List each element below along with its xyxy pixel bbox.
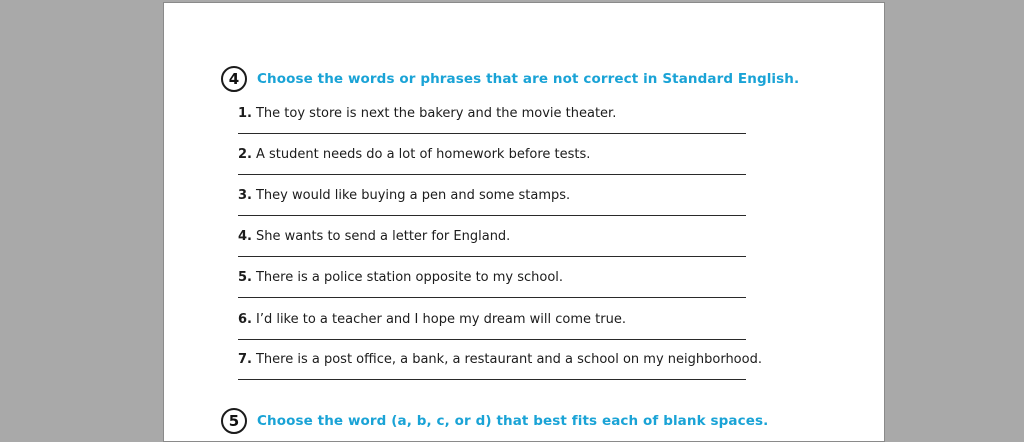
answer-line-6[interactable] [238,339,746,340]
exercise-item-6 [238,312,798,328]
item-6-number: 6. [238,312,252,327]
item-1-number: 1. [238,106,252,121]
answer-line-2[interactable] [238,174,746,175]
worksheet-page [163,2,885,442]
exercise-item-4 [238,229,798,245]
item-3-number: 3. [238,188,252,203]
answer-line-4[interactable] [238,256,746,257]
item-4-text [238,229,798,245]
exercise-item-2 [238,147,798,163]
item-5-number: 5. [238,270,252,285]
section-4-title: Choose the words or phrases that are not correct in Standard English. [257,71,800,87]
item-2-text [238,147,798,163]
item-7-sentence: There is a post office, a bank, a restaurant and a school on my neighborhood. [255,352,762,367]
item-2-number: 2. [238,147,252,162]
item-2-sentence: A student needs do a lot of homework before tests. [255,147,591,162]
item-3-sentence: They would like buying a pen and some stamps. [255,188,571,203]
exercise-item-5 [238,270,798,286]
item-6-text [238,312,798,328]
item-1-sentence: The toy store is next the bakery and the movie theater. [255,106,617,121]
item-4-number: 4. [238,229,252,244]
exercise-item-1 [238,106,798,122]
item-4-sentence: She wants to send a letter for England. [255,229,511,244]
section-4-number: 4 [221,66,247,92]
item-6-sentence: I’d like to a teacher and I hope my dream will come true. [255,312,626,327]
exercise-item-7 [238,352,798,368]
item-7-number: 7. [238,352,252,367]
answer-line-7[interactable] [238,379,746,380]
item-5-text [238,270,798,286]
section-5-number: 5 [221,408,247,434]
exercise-item-3 [238,188,798,204]
item-1-text [238,106,798,122]
section-5-title: Choose the word (a, b, c, or d) that best fits each of blank spaces. [257,413,769,429]
section-5-heading [221,408,768,434]
item-5-sentence: There is a police station opposite to my school. [255,270,564,285]
item-3-text [238,188,798,204]
section-4-heading [221,66,799,92]
item-7-text [238,352,798,368]
answer-line-5[interactable] [238,297,746,298]
answer-line-1[interactable] [238,133,746,134]
answer-line-3[interactable] [238,215,746,216]
